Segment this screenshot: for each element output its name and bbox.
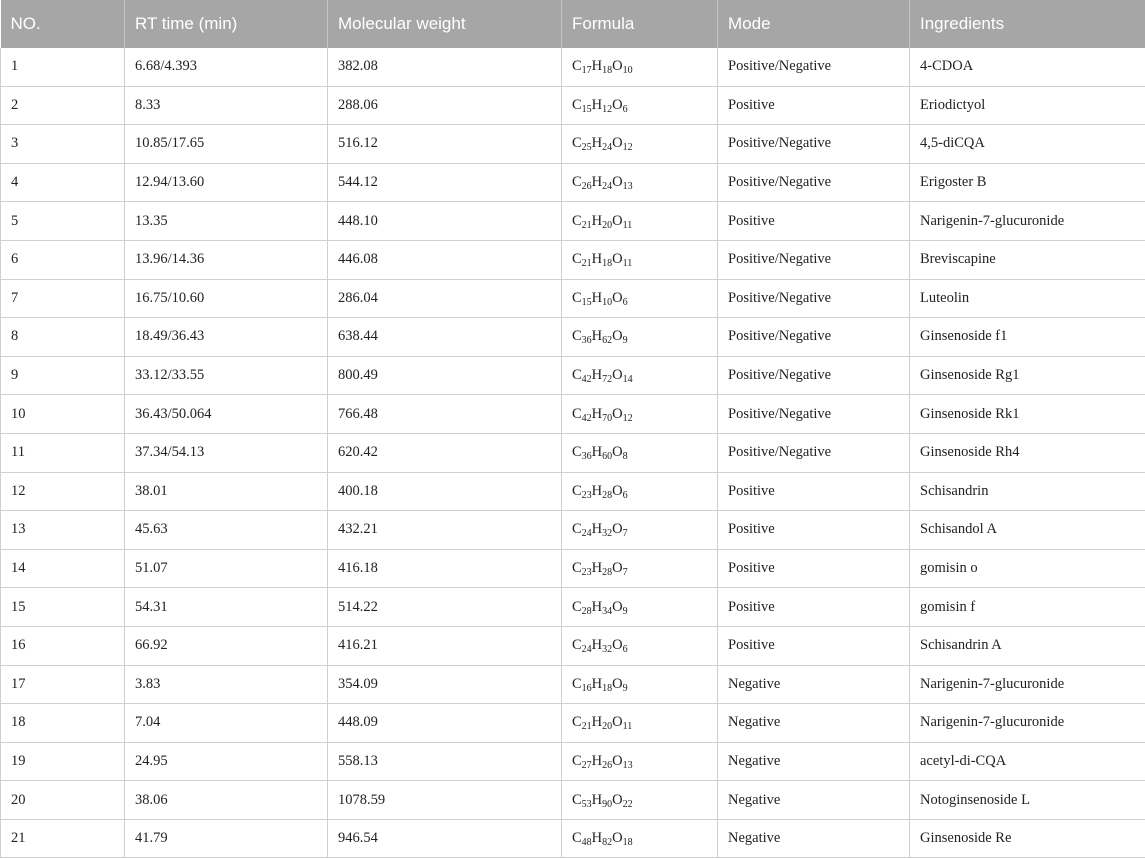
cell-mode: Positive: [718, 86, 910, 125]
formula-count: 20: [602, 721, 612, 732]
cell-formula: [562, 279, 718, 318]
table-row: [1, 395, 1145, 434]
formula-element: H: [592, 367, 602, 383]
cell-rt-time: 13.35: [125, 202, 328, 241]
formula-count: 10: [623, 65, 633, 76]
header-molecular-weight: Molecular weight: [328, 0, 562, 48]
cell-mode: Positive: [718, 549, 910, 588]
formula-count: 13: [623, 181, 633, 192]
formula-element: C: [572, 560, 582, 576]
cell-formula: [562, 395, 718, 434]
header-mode: Mode: [718, 0, 910, 48]
cell-rt-time: 38.06: [125, 781, 328, 820]
cell-no: 8: [1, 318, 125, 357]
cell-molecular-weight: 558.13: [328, 742, 562, 781]
formula-element: C: [572, 753, 582, 769]
cell-molecular-weight: 288.06: [328, 86, 562, 125]
cell-mode: Positive/Negative: [718, 395, 910, 434]
formula-count: 6: [623, 104, 628, 115]
formula-element: C: [572, 251, 582, 267]
formula-count: 26: [582, 181, 592, 192]
formula-count: 18: [602, 683, 612, 694]
cell-molecular-weight: 400.18: [328, 472, 562, 511]
cell-mode: Positive: [718, 472, 910, 511]
formula-element: C: [572, 792, 582, 808]
cell-ingredient: Notoginsenoside L: [910, 781, 1145, 820]
cell-rt-time: 7.04: [125, 704, 328, 743]
cell-mode: Negative: [718, 704, 910, 743]
table-header: [1, 0, 1145, 48]
cell-mode: Negative: [718, 665, 910, 704]
cell-formula: [562, 704, 718, 743]
cell-no: 12: [1, 472, 125, 511]
cell-rt-time: 37.34/54.13: [125, 433, 328, 472]
formula-count: 32: [602, 528, 612, 539]
cell-formula: [562, 549, 718, 588]
formula-element: H: [592, 714, 602, 730]
cell-formula: [562, 356, 718, 395]
cell-formula: [562, 86, 718, 125]
formula-count: 24: [602, 181, 612, 192]
cell-no: 6: [1, 240, 125, 279]
cell-molecular-weight: 354.09: [328, 665, 562, 704]
cell-ingredient: Schisandrin A: [910, 626, 1145, 665]
cell-mode: Positive/Negative: [718, 240, 910, 279]
cell-ingredient: Ginsenoside Rg1: [910, 356, 1145, 395]
cell-ingredient: Breviscapine: [910, 240, 1145, 279]
formula-element: O: [612, 599, 622, 615]
cell-ingredient: Erigoster B: [910, 163, 1145, 202]
cell-no: 21: [1, 819, 125, 858]
table-row: [1, 279, 1145, 318]
formula-element: H: [592, 521, 602, 537]
formula-element: C: [572, 406, 582, 422]
cell-rt-time: 16.75/10.60: [125, 279, 328, 318]
cell-molecular-weight: 638.44: [328, 318, 562, 357]
cell-ingredient: acetyl-di-CQA: [910, 742, 1145, 781]
cell-ingredient: Schisandrin: [910, 472, 1145, 511]
table-row: [1, 819, 1145, 858]
formula-element: O: [612, 58, 622, 74]
cell-molecular-weight: 382.08: [328, 48, 562, 86]
cell-mode: Positive: [718, 626, 910, 665]
formula-element: O: [612, 637, 622, 653]
cell-no: 1: [1, 48, 125, 86]
formula-element: C: [572, 521, 582, 537]
cell-no: 11: [1, 433, 125, 472]
cell-no: 19: [1, 742, 125, 781]
formula-element: C: [572, 830, 582, 846]
cell-formula: [562, 588, 718, 627]
cell-no: 13: [1, 511, 125, 550]
formula-element: O: [612, 792, 622, 808]
cell-formula: [562, 48, 718, 86]
cell-molecular-weight: 448.10: [328, 202, 562, 241]
formula-count: 70: [602, 413, 612, 424]
cell-molecular-weight: 946.54: [328, 819, 562, 858]
cell-no: 5: [1, 202, 125, 241]
formula-count: 34: [602, 606, 612, 617]
formula-element: C: [572, 135, 582, 151]
formula-element: C: [572, 174, 582, 190]
formula-count: 11: [623, 721, 633, 732]
cell-formula: [562, 511, 718, 550]
cell-ingredient: Ginsenoside Rk1: [910, 395, 1145, 434]
formula-count: 6: [623, 490, 628, 501]
formula-count: 6: [623, 297, 628, 308]
formula-element: H: [592, 599, 602, 615]
formula-element: O: [612, 97, 622, 113]
formula-count: 21: [582, 258, 592, 269]
formula-count: 24: [602, 142, 612, 153]
cell-mode: Negative: [718, 819, 910, 858]
formula-count: 36: [582, 335, 592, 346]
formula-element: H: [592, 213, 602, 229]
cell-rt-time: 24.95: [125, 742, 328, 781]
cell-ingredient: Eriodictyol: [910, 86, 1145, 125]
formula-count: 42: [582, 413, 592, 424]
table-row: [1, 781, 1145, 820]
cell-ingredient: Ginsenoside Rh4: [910, 433, 1145, 472]
cell-molecular-weight: 286.04: [328, 279, 562, 318]
cell-rt-time: 10.85/17.65: [125, 125, 328, 164]
formula-element: C: [572, 328, 582, 344]
cell-mode: Positive/Negative: [718, 279, 910, 318]
formula-count: 28: [602, 490, 612, 501]
formula-element: C: [572, 483, 582, 499]
formula-element: C: [572, 290, 582, 306]
cell-ingredient: Narigenin-7-glucuronide: [910, 665, 1145, 704]
formula-element: C: [572, 58, 582, 74]
cell-rt-time: 54.31: [125, 588, 328, 627]
formula-count: 27: [582, 760, 592, 771]
formula-count: 28: [602, 567, 612, 578]
cell-mode: Positive/Negative: [718, 433, 910, 472]
header-no: NO.: [1, 0, 125, 48]
formula-element: H: [592, 290, 602, 306]
cell-rt-time: 3.83: [125, 665, 328, 704]
cell-mode: Positive/Negative: [718, 163, 910, 202]
table-row: [1, 665, 1145, 704]
formula-count: 18: [623, 837, 633, 848]
formula-element: C: [572, 599, 582, 615]
cell-formula: [562, 318, 718, 357]
table-row: [1, 626, 1145, 665]
table-row: [1, 86, 1145, 125]
formula-count: 11: [623, 258, 633, 269]
cell-rt-time: 6.68/4.393: [125, 48, 328, 86]
formula-count: 15: [582, 297, 592, 308]
formula-count: 7: [623, 528, 628, 539]
formula-count: 21: [582, 220, 592, 231]
cell-rt-time: 45.63: [125, 511, 328, 550]
formula-count: 22: [623, 799, 633, 810]
formula-element: O: [612, 213, 622, 229]
formula-element: O: [612, 367, 622, 383]
formula-element: O: [612, 830, 622, 846]
formula-count: 16: [582, 683, 592, 694]
cell-rt-time: 38.01: [125, 472, 328, 511]
cell-molecular-weight: 416.18: [328, 549, 562, 588]
formula-count: 25: [582, 142, 592, 153]
table-row: [1, 433, 1145, 472]
cell-formula: [562, 202, 718, 241]
formula-count: 7: [623, 567, 628, 578]
cell-mode: Positive/Negative: [718, 356, 910, 395]
cell-rt-time: 18.49/36.43: [125, 318, 328, 357]
formula-count: 20: [602, 220, 612, 231]
cell-formula: [562, 125, 718, 164]
cell-no: 9: [1, 356, 125, 395]
cell-rt-time: 8.33: [125, 86, 328, 125]
table-row: [1, 202, 1145, 241]
formula-element: C: [572, 714, 582, 730]
formula-element: H: [592, 560, 602, 576]
formula-count: 9: [623, 683, 628, 694]
cell-rt-time: 33.12/33.55: [125, 356, 328, 395]
formula-element: H: [592, 251, 602, 267]
cell-formula: [562, 665, 718, 704]
cell-molecular-weight: 620.42: [328, 433, 562, 472]
formula-element: H: [592, 174, 602, 190]
formula-count: 14: [623, 374, 633, 385]
table-row: [1, 240, 1145, 279]
cell-molecular-weight: 800.49: [328, 356, 562, 395]
formula-element: O: [612, 251, 622, 267]
cell-no: 16: [1, 626, 125, 665]
cell-rt-time: 41.79: [125, 819, 328, 858]
formula-element: H: [592, 483, 602, 499]
cell-ingredient: Ginsenoside f1: [910, 318, 1145, 357]
formula-element: O: [612, 753, 622, 769]
cell-no: 20: [1, 781, 125, 820]
formula-count: 21: [582, 721, 592, 732]
cell-molecular-weight: 1078.59: [328, 781, 562, 820]
formula-count: 60: [602, 451, 612, 462]
formula-count: 12: [602, 104, 612, 115]
cell-molecular-weight: 432.21: [328, 511, 562, 550]
cell-rt-time: 66.92: [125, 626, 328, 665]
formula-element: C: [572, 97, 582, 113]
formula-element: O: [612, 714, 622, 730]
formula-element: C: [572, 367, 582, 383]
formula-element: O: [612, 406, 622, 422]
cell-molecular-weight: 766.48: [328, 395, 562, 434]
formula-element: O: [612, 135, 622, 151]
cell-mode: Positive: [718, 202, 910, 241]
formula-count: 9: [623, 606, 628, 617]
cell-no: 18: [1, 704, 125, 743]
table-row: [1, 318, 1145, 357]
cell-no: 3: [1, 125, 125, 164]
formula-count: 32: [602, 644, 612, 655]
formula-count: 53: [582, 799, 592, 810]
cell-ingredient: 4,5-diCQA: [910, 125, 1145, 164]
formula-count: 23: [582, 490, 592, 501]
formula-element: O: [612, 328, 622, 344]
table-row: [1, 48, 1145, 86]
table-row: [1, 472, 1145, 511]
formula-element: H: [592, 637, 602, 653]
cell-formula: [562, 626, 718, 665]
formula-count: 18: [602, 258, 612, 269]
formula-count: 8: [623, 451, 628, 462]
table-row: [1, 742, 1145, 781]
table-row: [1, 125, 1145, 164]
formula-count: 10: [602, 297, 612, 308]
table-row: [1, 511, 1145, 550]
cell-no: 2: [1, 86, 125, 125]
formula-element: O: [612, 483, 622, 499]
formula-element: H: [592, 328, 602, 344]
formula-count: 18: [602, 65, 612, 76]
cell-rt-time: 51.07: [125, 549, 328, 588]
formula-element: H: [592, 135, 602, 151]
header-ingredients: Ingredients: [910, 0, 1145, 48]
header-formula: Formula: [562, 0, 718, 48]
cell-mode: Positive: [718, 588, 910, 627]
formula-count: 24: [582, 644, 592, 655]
cell-no: 17: [1, 665, 125, 704]
table-row: [1, 588, 1145, 627]
formula-count: 82: [602, 837, 612, 848]
formula-element: C: [572, 444, 582, 460]
formula-count: 23: [582, 567, 592, 578]
formula-element: O: [612, 290, 622, 306]
formula-count: 28: [582, 606, 592, 617]
cell-mode: Positive/Negative: [718, 48, 910, 86]
header-row: [1, 0, 1145, 48]
cell-formula: [562, 433, 718, 472]
cell-ingredient: Narigenin-7-glucuronide: [910, 704, 1145, 743]
cell-formula: [562, 163, 718, 202]
table-row: [1, 356, 1145, 395]
cell-ingredient: gomisin o: [910, 549, 1145, 588]
formula-element: H: [592, 753, 602, 769]
cell-mode: Negative: [718, 742, 910, 781]
table-row: [1, 549, 1145, 588]
cell-formula: [562, 472, 718, 511]
cell-formula: [562, 781, 718, 820]
cell-molecular-weight: 544.12: [328, 163, 562, 202]
formula-count: 9: [623, 335, 628, 346]
formula-count: 11: [623, 220, 633, 231]
cell-molecular-weight: 514.22: [328, 588, 562, 627]
formula-count: 42: [582, 374, 592, 385]
table-row: [1, 704, 1145, 743]
formula-count: 62: [602, 335, 612, 346]
formula-count: 24: [582, 528, 592, 539]
formula-count: 90: [602, 799, 612, 810]
formula-element: H: [592, 406, 602, 422]
formula-element: H: [592, 97, 602, 113]
formula-count: 48: [582, 837, 592, 848]
cell-mode: Positive/Negative: [718, 318, 910, 357]
cell-mode: Positive/Negative: [718, 125, 910, 164]
cell-no: 14: [1, 549, 125, 588]
cell-mode: Positive: [718, 511, 910, 550]
header-rt-time: RT time (min): [125, 0, 328, 48]
formula-element: H: [592, 792, 602, 808]
formula-element: C: [572, 676, 582, 692]
formula-count: 13: [623, 760, 633, 771]
cell-molecular-weight: 416.21: [328, 626, 562, 665]
formula-count: 36: [582, 451, 592, 462]
formula-element: O: [612, 521, 622, 537]
cell-rt-time: 36.43/50.064: [125, 395, 328, 434]
cell-ingredient: Schisandol A: [910, 511, 1145, 550]
cell-mode: Negative: [718, 781, 910, 820]
cell-no: 7: [1, 279, 125, 318]
formula-count: 6: [623, 644, 628, 655]
cell-ingredient: Narigenin-7-glucuronide: [910, 202, 1145, 241]
cell-formula: [562, 240, 718, 279]
cell-ingredient: gomisin f: [910, 588, 1145, 627]
formula-element: H: [592, 830, 602, 846]
formula-element: H: [592, 676, 602, 692]
cell-ingredient: Luteolin: [910, 279, 1145, 318]
cell-molecular-weight: 446.08: [328, 240, 562, 279]
formula-count: 17: [582, 65, 592, 76]
formula-element: H: [592, 58, 602, 74]
cell-formula: [562, 819, 718, 858]
formula-count: 72: [602, 374, 612, 385]
formula-count: 12: [623, 413, 633, 424]
formula-element: O: [612, 560, 622, 576]
cell-ingredient: Ginsenoside Re: [910, 819, 1145, 858]
formula-count: 12: [623, 142, 633, 153]
formula-count: 15: [582, 104, 592, 115]
cell-rt-time: 12.94/13.60: [125, 163, 328, 202]
cell-rt-time: 13.96/14.36: [125, 240, 328, 279]
cell-no: 10: [1, 395, 125, 434]
table-body: [1, 48, 1145, 858]
cell-no: 15: [1, 588, 125, 627]
formula-element: O: [612, 676, 622, 692]
formula-element: O: [612, 174, 622, 190]
formula-element: H: [592, 444, 602, 460]
formula-element: C: [572, 213, 582, 229]
cell-molecular-weight: 448.09: [328, 704, 562, 743]
cell-molecular-weight: 516.12: [328, 125, 562, 164]
table-row: [1, 163, 1145, 202]
cell-formula: [562, 742, 718, 781]
cell-no: 4: [1, 163, 125, 202]
formula-element: O: [612, 444, 622, 460]
formula-count: 26: [602, 760, 612, 771]
formula-element: C: [572, 637, 582, 653]
cell-ingredient: 4-CDOA: [910, 48, 1145, 86]
